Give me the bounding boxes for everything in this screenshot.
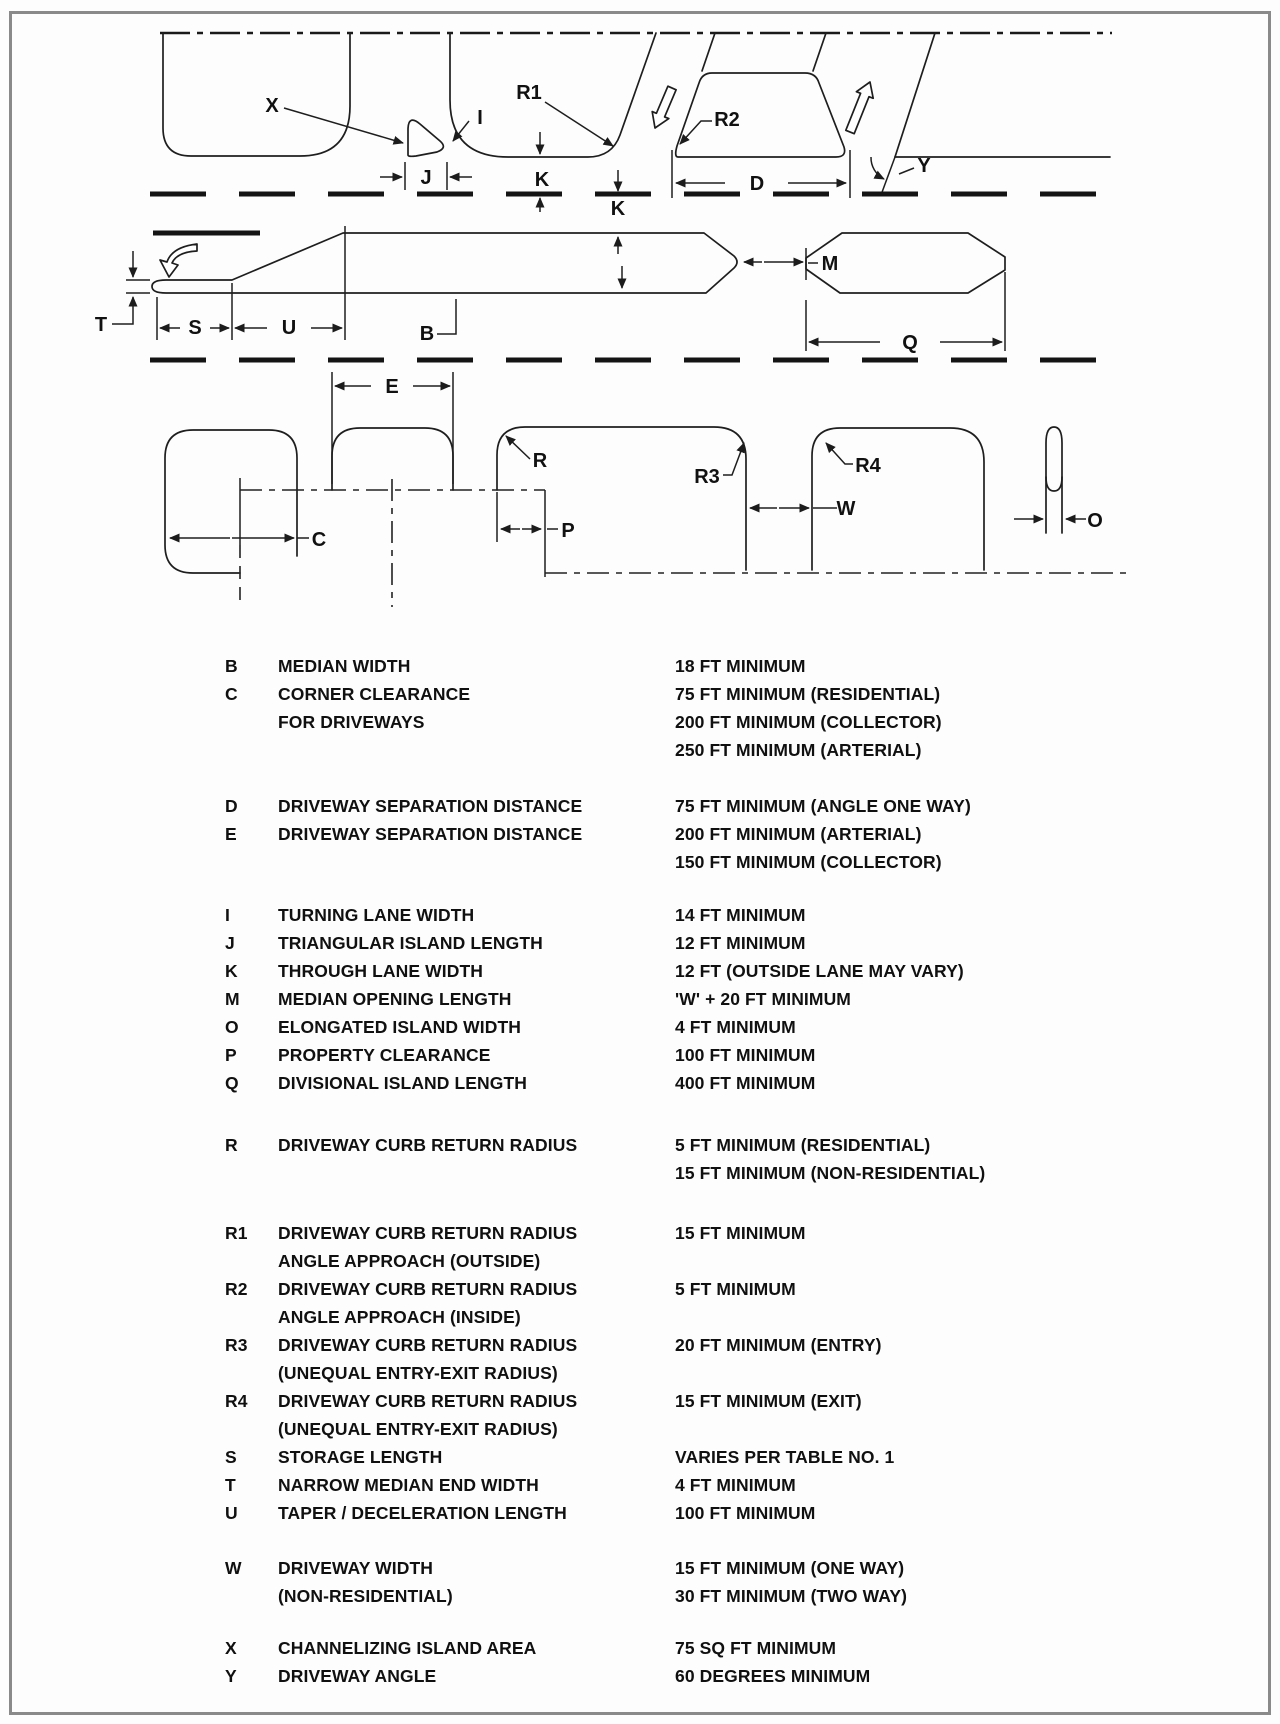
- legend-row: [225, 1303, 1245, 1331]
- legend-description: ANGLE APPROACH (OUTSIDE): [278, 1250, 541, 1271]
- legend-row: [225, 708, 1245, 736]
- parcel-curb-mid: [450, 33, 656, 157]
- legend-group: [225, 1219, 1245, 1527]
- parcel-curb-left: [163, 33, 350, 156]
- dim-label-r4: R4: [855, 455, 881, 477]
- legend-description: DRIVEWAY CURB RETURN RADIUS: [278, 1390, 578, 1411]
- legend-description: FOR DRIVEWAYS: [278, 711, 425, 732]
- legend-row: [225, 1131, 1245, 1159]
- legend-row: [225, 820, 1245, 848]
- legend-value: 15 FT MINIMUM (NON-RESIDENTIAL): [675, 1162, 986, 1183]
- dim-label-i: I: [477, 107, 483, 129]
- legend-description: ELONGATED ISLAND WIDTH: [278, 1016, 521, 1037]
- driveway-angle-arc: [871, 157, 884, 179]
- legend-description: PROPERTY CLEARANCE: [278, 1044, 491, 1065]
- legend-row: [225, 1069, 1245, 1097]
- legend-value: 14 FT MINIMUM: [675, 904, 806, 925]
- legend-description: DRIVEWAY CURB RETURN RADIUS: [278, 1222, 578, 1243]
- legend-description: DRIVEWAY ANGLE: [278, 1665, 437, 1686]
- b-leader: [437, 299, 456, 334]
- legend-group: [225, 1554, 1245, 1610]
- legend-description: MEDIAN OPENING LENGTH: [278, 988, 512, 1009]
- legend-row: [225, 1041, 1245, 1069]
- legend-value: 250 FT MINIMUM (ARTERIAL): [675, 739, 922, 760]
- legend-description: TRIANGULAR ISLAND LENGTH: [278, 932, 543, 953]
- dim-label-r1: R1: [516, 82, 542, 104]
- r1-leader: [545, 102, 613, 146]
- legend-value: 60 DEGREES MINIMUM: [675, 1665, 871, 1686]
- legend-value: 200 FT MINIMUM (COLLECTOR): [675, 711, 942, 732]
- legend-row: [225, 736, 1245, 764]
- legend-description: STORAGE LENGTH: [278, 1446, 443, 1467]
- r-leader: [506, 436, 530, 459]
- legend-row: [225, 1415, 1245, 1443]
- legend-description: (UNEQUAL ENTRY-EXIT RADIUS): [278, 1362, 558, 1383]
- dim-label-b: B: [419, 323, 435, 345]
- legend-key: R1: [225, 1222, 248, 1243]
- legend-value: 15 FT MINIMUM (EXIT): [675, 1390, 862, 1411]
- legend-group: [225, 652, 1245, 764]
- legend-description: TURNING LANE WIDTH: [278, 904, 475, 925]
- site-plan-diagram: [0, 0, 1280, 620]
- legend-row: [225, 1013, 1245, 1041]
- dim-label-m: M: [821, 253, 839, 275]
- long-parcel: [497, 427, 746, 570]
- legend-description: (UNEQUAL ENTRY-EXIT RADIUS): [278, 1418, 558, 1439]
- y-leader: [899, 168, 914, 174]
- dim-label-x: X: [265, 95, 279, 117]
- legend-description: ANGLE APPROACH (INSIDE): [278, 1306, 521, 1327]
- legend-row: [225, 1499, 1245, 1527]
- legend-description: CORNER CLEARANCE: [278, 683, 471, 704]
- x-leader: [284, 108, 403, 143]
- legend-key: K: [225, 960, 238, 981]
- legend-group: [225, 901, 1245, 1097]
- elongated-island: [1046, 427, 1062, 533]
- legend-value: 15 FT MINIMUM (ONE WAY): [675, 1557, 905, 1578]
- dim-label-j: J: [420, 167, 432, 189]
- legend-key: J: [225, 932, 235, 953]
- legend-row: [225, 1662, 1245, 1690]
- drive-edge-ext-right: [813, 33, 826, 71]
- legend-value: VARIES PER TABLE NO. 1: [675, 1446, 895, 1467]
- legend-key: B: [225, 655, 238, 676]
- legend-description: DRIVEWAY WIDTH: [278, 1557, 434, 1578]
- dim-label-t: T: [94, 314, 108, 336]
- legend-row: [225, 652, 1245, 680]
- legend-row: [225, 1387, 1245, 1415]
- legend-value: 4 FT MINIMUM: [675, 1016, 796, 1037]
- legend-key: U: [225, 1502, 238, 1523]
- legend-row: [225, 957, 1245, 985]
- elongated-island-cap: [1046, 477, 1062, 491]
- legend-key: I: [225, 904, 230, 925]
- dim-label-k1: K: [534, 169, 550, 191]
- legend-description: THROUGH LANE WIDTH: [278, 960, 483, 981]
- legend-value: 'W' + 20 FT MINIMUM: [675, 988, 851, 1009]
- legend-row: [225, 929, 1245, 957]
- legend-value: 75 SQ FT MINIMUM: [675, 1637, 837, 1658]
- legend-description: DIVISIONAL ISLAND LENGTH: [278, 1072, 528, 1093]
- legend-description: DRIVEWAY CURB RETURN RADIUS: [278, 1134, 578, 1155]
- legend-key: E: [225, 823, 237, 844]
- legend-row: [225, 1471, 1245, 1499]
- legend-row: [225, 985, 1245, 1013]
- one-way-out-arrow: [846, 82, 873, 134]
- legend-description: DRIVEWAY SEPARATION DISTANCE: [278, 823, 583, 844]
- legend-value: 5 FT MINIMUM (RESIDENTIAL): [675, 1134, 931, 1155]
- dim-label-u: U: [281, 317, 297, 339]
- legend-group: [225, 1131, 1245, 1187]
- legend-value: 100 FT MINIMUM: [675, 1502, 816, 1523]
- dim-label-p: P: [561, 520, 575, 542]
- dim-label-w: W: [836, 498, 856, 520]
- legend-key: C: [225, 683, 238, 704]
- legend-value: 75 FT MINIMUM (RESIDENTIAL): [675, 683, 941, 704]
- legend-key: X: [225, 1637, 237, 1658]
- corner-parcel: [165, 430, 297, 573]
- legend-row: [225, 1247, 1245, 1275]
- legend-key: R2: [225, 1278, 248, 1299]
- legend-value: 4 FT MINIMUM: [675, 1474, 796, 1495]
- one-way-in-arrow: [652, 86, 676, 128]
- legend-value: 200 FT MINIMUM (ARTERIAL): [675, 823, 922, 844]
- legend-description: MEDIAN WIDTH: [278, 655, 411, 676]
- median-island: [152, 233, 737, 293]
- left-turn-arrow: [160, 244, 197, 277]
- dim-label-r: R: [532, 450, 548, 472]
- dim-label-y: Y: [917, 155, 931, 177]
- legend-group: [225, 792, 1245, 876]
- dim-label-s: S: [188, 317, 202, 339]
- legend-description: DRIVEWAY CURB RETURN RADIUS: [278, 1334, 578, 1355]
- legend-row: [225, 680, 1245, 708]
- legend-row: [225, 848, 1245, 876]
- legend-row: [225, 901, 1245, 929]
- legend-group: [225, 1634, 1245, 1690]
- dim-label-q: Q: [902, 332, 918, 354]
- legend-row: [225, 1331, 1245, 1359]
- legend-value: 400 FT MINIMUM: [675, 1072, 816, 1093]
- legend-key: Y: [225, 1665, 237, 1686]
- legend-row: [225, 1159, 1245, 1187]
- legend-row: [225, 1275, 1245, 1303]
- dim-label-d: D: [749, 173, 765, 195]
- legend-description: TAPER / DECELERATION LENGTH: [278, 1502, 567, 1523]
- drive-edge-ext-left: [702, 33, 715, 71]
- legend-value: 30 FT MINIMUM (TWO WAY): [675, 1585, 908, 1606]
- legend-value: 75 FT MINIMUM (ANGLE ONE WAY): [675, 795, 971, 816]
- legend-value: 18 FT MINIMUM: [675, 655, 806, 676]
- channelizing-island: [408, 120, 443, 156]
- r4-leader: [826, 443, 853, 464]
- legend-value: 20 FT MINIMUM (ENTRY): [675, 1334, 882, 1355]
- legend-key: P: [225, 1044, 237, 1065]
- legend-key: D: [225, 795, 238, 816]
- legend-row: [225, 1443, 1245, 1471]
- dim-label-r3: R3: [694, 466, 720, 488]
- legend-key: R4: [225, 1390, 248, 1411]
- legend-description: CHANNELIZING ISLAND AREA: [278, 1637, 537, 1658]
- legend-row: [225, 1359, 1245, 1387]
- dim-label-e: E: [385, 376, 399, 398]
- legend-description: DRIVEWAY CURB RETURN RADIUS: [278, 1278, 578, 1299]
- legend-description: DRIVEWAY SEPARATION DISTANCE: [278, 795, 583, 816]
- legend-key: W: [225, 1557, 242, 1578]
- r3-leader: [723, 443, 744, 475]
- legend-row: [225, 1634, 1245, 1662]
- angle-driveway-island: [676, 73, 845, 157]
- legend-key: S: [225, 1446, 237, 1467]
- legend-key: R: [225, 1134, 238, 1155]
- legend-value: 12 FT (OUTSIDE LANE MAY VARY): [675, 960, 964, 981]
- legend-value: 150 FT MINIMUM (COLLECTOR): [675, 851, 942, 872]
- dim-label-r2: R2: [714, 109, 740, 131]
- legend-value: 12 FT MINIMUM: [675, 932, 806, 953]
- dim-label-c: C: [311, 529, 327, 551]
- legend-value: 100 FT MINIMUM: [675, 1044, 816, 1065]
- legend-key: M: [225, 988, 240, 1009]
- legend-key: Q: [225, 1072, 239, 1093]
- angle-drive-edge-extension: [881, 157, 895, 195]
- angle-drive-right-edge: [895, 33, 935, 157]
- legend-row: [225, 1219, 1245, 1247]
- legend-value: 5 FT MINIMUM: [675, 1278, 796, 1299]
- legend: [225, 652, 1245, 1690]
- legend-key: T: [225, 1474, 236, 1495]
- t-arrow-up: [112, 297, 133, 324]
- legend-key: R3: [225, 1334, 248, 1355]
- dim-label-k2: K: [610, 198, 626, 220]
- legend-row: [225, 1582, 1245, 1610]
- dim-label-o: O: [1087, 510, 1103, 532]
- legend-value: 15 FT MINIMUM: [675, 1222, 806, 1243]
- legend-row: [225, 1554, 1245, 1582]
- legend-row: [225, 792, 1245, 820]
- legend-key: O: [225, 1016, 239, 1037]
- legend-description: (NON-RESIDENTIAL): [278, 1585, 453, 1606]
- legend-description: NARROW MEDIAN END WIDTH: [278, 1474, 539, 1495]
